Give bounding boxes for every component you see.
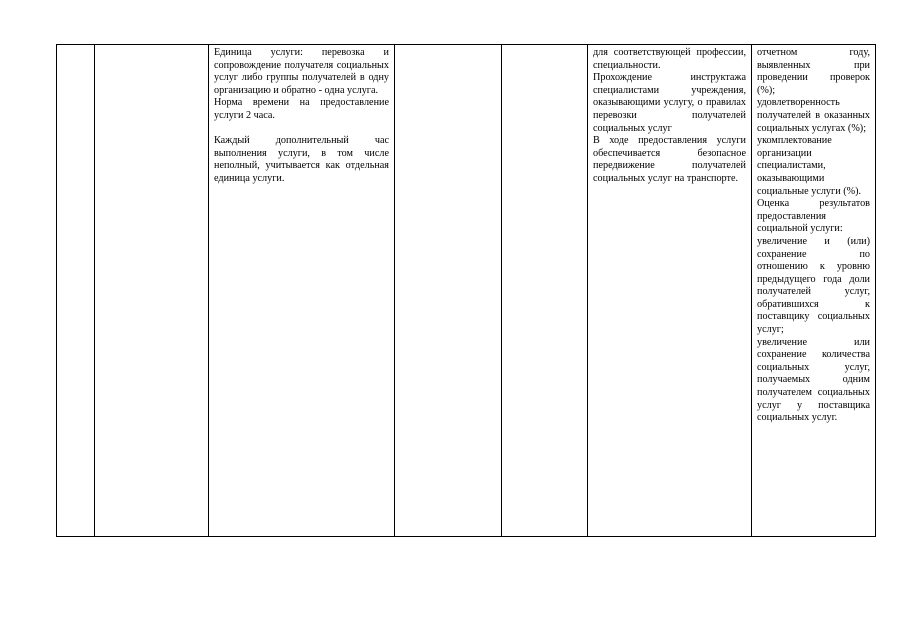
cell-number [57, 45, 95, 537]
blank-line [214, 123, 389, 136]
paragraph: Единица услуги: перевозка и сопровождение получателя социальных услуг либо группы получателей в одну организацию и обратно - одна услуга. [214, 47, 389, 96]
paragraph: Оценка результатов предоставления социальной услуги: [757, 198, 870, 235]
cell-service-time [395, 45, 502, 537]
cell-service-description [209, 45, 395, 537]
table-row [57, 45, 876, 537]
paragraph: Норма времени на предоставление услуги 2 часа. [214, 97, 389, 121]
cell-quality-indicators [752, 45, 876, 537]
paragraph: увеличение или сохранение количества социальных услуг, получаемых одним получателем социальных услуг у поставщика социальных услуг. [757, 336, 870, 424]
paragraph: Каждый дополнительный час выполнения услуги, в том числе неполный, учитывается как отдельная единица услуги. [214, 135, 389, 184]
paragraph: отчетном году, выявленных при проведении проверок (%); [757, 47, 870, 96]
paragraph: Прохождение инструктажа специалистами учреждения, оказывающими услугу, о правилах перевозки получателей социальных услуг [593, 72, 746, 134]
services-table [56, 44, 876, 537]
cell-service-conditions [588, 45, 752, 537]
paragraph: увеличение и (или) сохранение по отношению к уровню предыдущего года доли получателей услуг, обратившихся к поставщику социальных услуг; [757, 235, 870, 336]
cell-service-name [95, 45, 209, 537]
paragraph: для соответствующей профессии, специальности. [593, 47, 746, 71]
paragraph: удовлетворенность получателей в оказанных социальных услугах (%); [757, 97, 870, 134]
cell-service-rate [502, 45, 588, 537]
paragraph: укомплектование организации специалистами, оказывающими социальные услуги (%). [757, 135, 862, 197]
paragraph: В ходе предоставления услуги обеспечивается безопасное передвижение получателей социальных услуг на транспорте. [593, 135, 746, 184]
